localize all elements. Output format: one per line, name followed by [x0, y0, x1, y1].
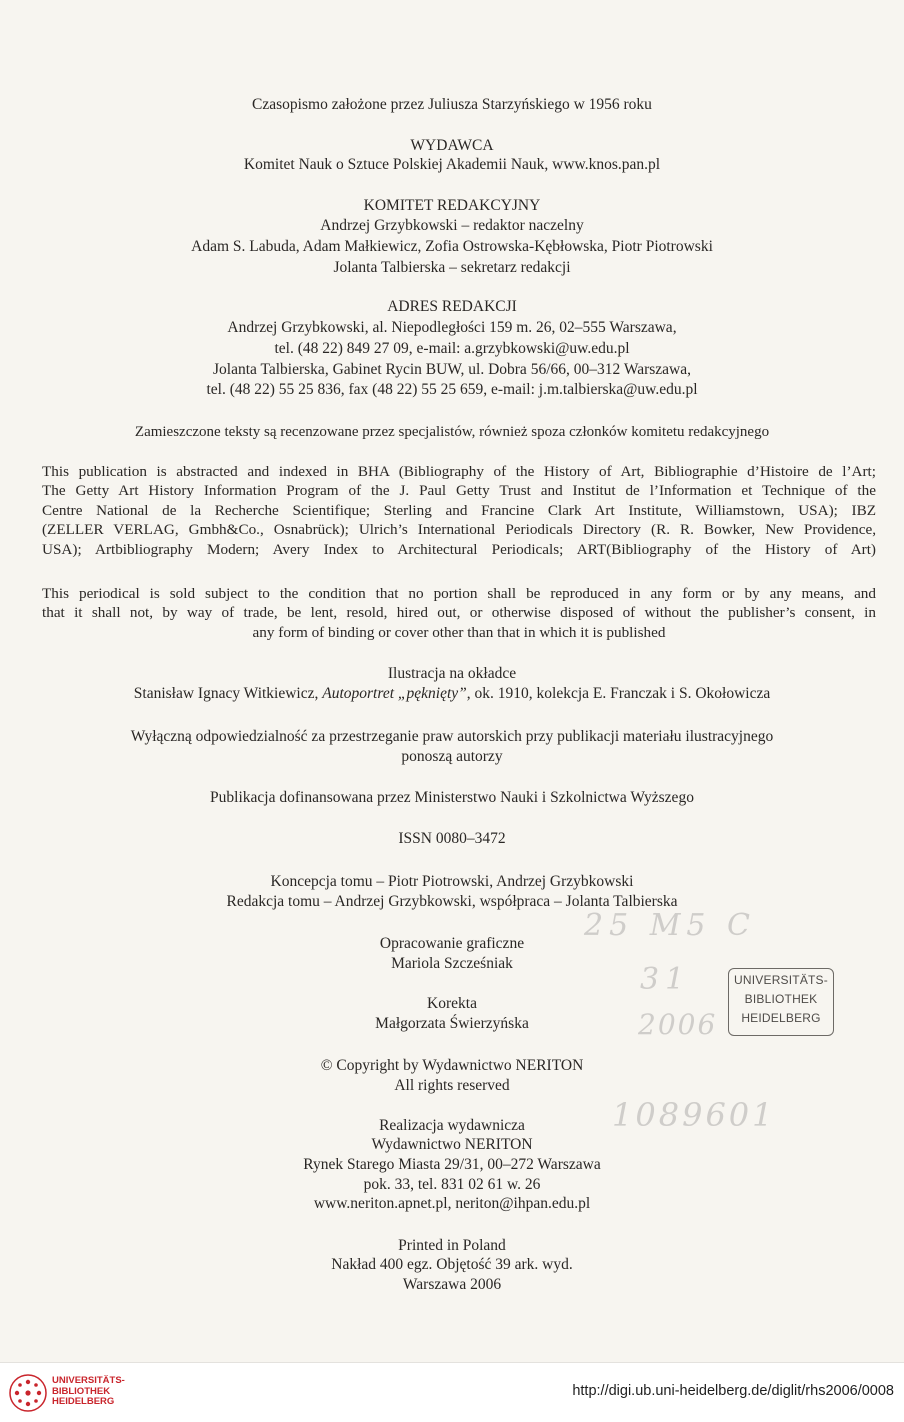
committee-line: Andrzej Grzybkowski – redaktor naczelny	[320, 217, 584, 234]
printing-line: Nakład 400 egz. Objętość 39 ark. wyd.	[331, 1256, 573, 1273]
review-note: Zamieszczone teksty są recenzowane przez specjalistów, również spoza członków komitetu redakcyjnego	[134, 424, 770, 440]
production-line: pok. 33, tel. 831 02 61 w. 26	[363, 1176, 541, 1193]
logo-line: BIBLIOTHEK	[52, 1385, 111, 1397]
handwritten-accession-number: 1089601	[612, 1096, 776, 1134]
publisher-text: Komitet Nauk o Sztuce Polskiej Akademii Nauk, www.knos.pan.pl	[243, 156, 661, 173]
sale-condition-line: any form of binding or cover other than that in which it is published	[252, 623, 666, 641]
university-library-logo-icon	[8, 1373, 48, 1413]
sale-condition-line: that it shall not, by way of trade, be lent, resold, hired out, or otherwise disposed of without the publisher’s consent, in	[42, 604, 876, 622]
logo-line: UNIVERSITÄTS-	[52, 1375, 125, 1386]
volume-editing: Redakcja tomu – Andrzej Grzybkowski, współpraca – Jolanta Talbierska	[226, 893, 678, 910]
indexing-line: This publication is abstracted and indexed in BHA (Bibliography of the History of Art, Bibliographie d’Histoire de l’Art;	[42, 463, 876, 480]
copyright-line: © Copyright by Wydawnictwo NERITON	[320, 1057, 584, 1074]
indexing-line: Centre National de la Recherche Scientifique; Sterling and Francine Clark Art Institute, Williamstown, USA); IBZ	[42, 501, 876, 519]
stamp-line: UNIVERSITÄTS-	[734, 973, 828, 987]
rights-line: All rights reserved	[394, 1077, 510, 1094]
committee-line: Jolanta Talbierska – sekretarz redakcji	[333, 259, 571, 276]
committee-heading: KOMITET REDAKCYJNY	[363, 197, 541, 214]
printing-line: Printed in Poland	[398, 1237, 506, 1254]
production-line: Wydawnictwo NERITON	[371, 1136, 533, 1153]
sale-condition-line: This periodical is sold subject to the condition that no portion shall be reproduced in any form or by any means, and	[42, 585, 876, 602]
university-library-logo-text	[52, 1376, 125, 1408]
founding-note: Czasopismo założone przez Juliusza Starzyńskiego w 1956 roku	[252, 96, 652, 113]
production-line: www.neriton.apnet.pl, neriton@ihpan.edu.pl	[313, 1195, 591, 1212]
indexing-line: The Getty Art History Information Program of the J. Paul Getty Trust and Institut de l’Information et Technique of the	[42, 482, 876, 500]
handwritten-shelfmark: 25 M5 C	[584, 908, 757, 943]
production-line: Realizacja wydawnicza	[379, 1117, 525, 1134]
cover-credit	[0, 684, 904, 704]
address-line: tel. (48 22) 55 25 836, fax (48 22) 55 25 659, e-mail: j.m.talbierska@uw.edu.pl	[206, 381, 698, 398]
permalink-url[interactable]: http://digi.ub.uni-heidelberg.de/diglit/rhs2006/0008	[572, 1383, 894, 1399]
stamp-line: BIBLIOTHEK	[744, 992, 818, 1006]
graphics-name: Mariola Szcześniak	[391, 955, 513, 972]
issn: ISSN 0080–3472	[398, 830, 506, 847]
digitization-footer	[0, 1362, 904, 1422]
printing-line: Warszawa 2006	[402, 1276, 502, 1293]
address-line: tel. (48 22) 849 27 09, e-mail: a.grzybkowski@uw.edu.pl	[274, 340, 630, 357]
indexing-line: USA); Artbibliography Modern; Avery Index to Architectural Periodicals; ART(Bibliography of the History of Art)	[42, 540, 876, 558]
responsibility-line: ponoszą autorzy	[401, 748, 503, 765]
committee-line: Adam S. Labuda, Adam Małkiewicz, Zofia Ostrowska-Kębłowska, Piotr Piotrowski	[191, 238, 713, 255]
cover-author: Stanisław Ignacy Witkiewicz,	[133, 685, 319, 702]
production-line: Rynek Starego Miasta 29/31, 00–272 Warszawa	[303, 1156, 601, 1173]
stamp-line: HEIDELBERG	[741, 1011, 821, 1025]
library-stamp	[728, 968, 834, 1036]
indexing-line: (ZELLER VERLAG, Gmbh&Co., Osnabrück); Ulrich’s International Periodicals Directory (R. R. Bowker, New Providence,	[42, 521, 876, 539]
sale-condition-paragraph	[42, 584, 876, 642]
proofreading-heading: Korekta	[427, 995, 477, 1012]
funding-note: Publikacja dofinansowana przez Ministerstwo Nauki i Szkolnictwa Wyższego	[210, 789, 694, 806]
address-line: Andrzej Grzybkowski, al. Niepodległości 159 m. 26, 02–555 Warszawa,	[227, 319, 677, 336]
logo-line: HEIDELBERG	[52, 1396, 115, 1407]
handwritten-year: 2006	[638, 1008, 718, 1041]
address-heading: ADRES REDAKCJI	[387, 298, 517, 315]
proofreading-name: Małgorzata Świerzyńska	[375, 1015, 529, 1032]
cover-details: , ok. 1910, kolekcja E. Franczak i S. Okołowicza	[466, 685, 771, 702]
handwritten-volume: 31	[640, 962, 691, 997]
graphics-heading: Opracowanie graficzne	[379, 935, 525, 952]
cover-title: Autoportret „pęknięty”	[322, 685, 467, 702]
publisher-heading: WYDAWCA	[410, 137, 494, 154]
indexing-paragraph	[42, 462, 876, 559]
responsibility-line: Wyłączną odpowiedzialność za przestrzeganie praw autorskich przy publikacji materiału ilustracyjnego	[130, 728, 774, 745]
address-line: Jolanta Talbierska, Gabinet Rycin BUW, ul. Dobra 56/66, 00–312 Warszawa,	[212, 361, 692, 378]
cover-heading: Ilustracja na okładce	[387, 665, 517, 682]
volume-concept: Koncepcja tomu – Piotr Piotrowski, Andrzej Grzybkowski	[270, 873, 634, 890]
